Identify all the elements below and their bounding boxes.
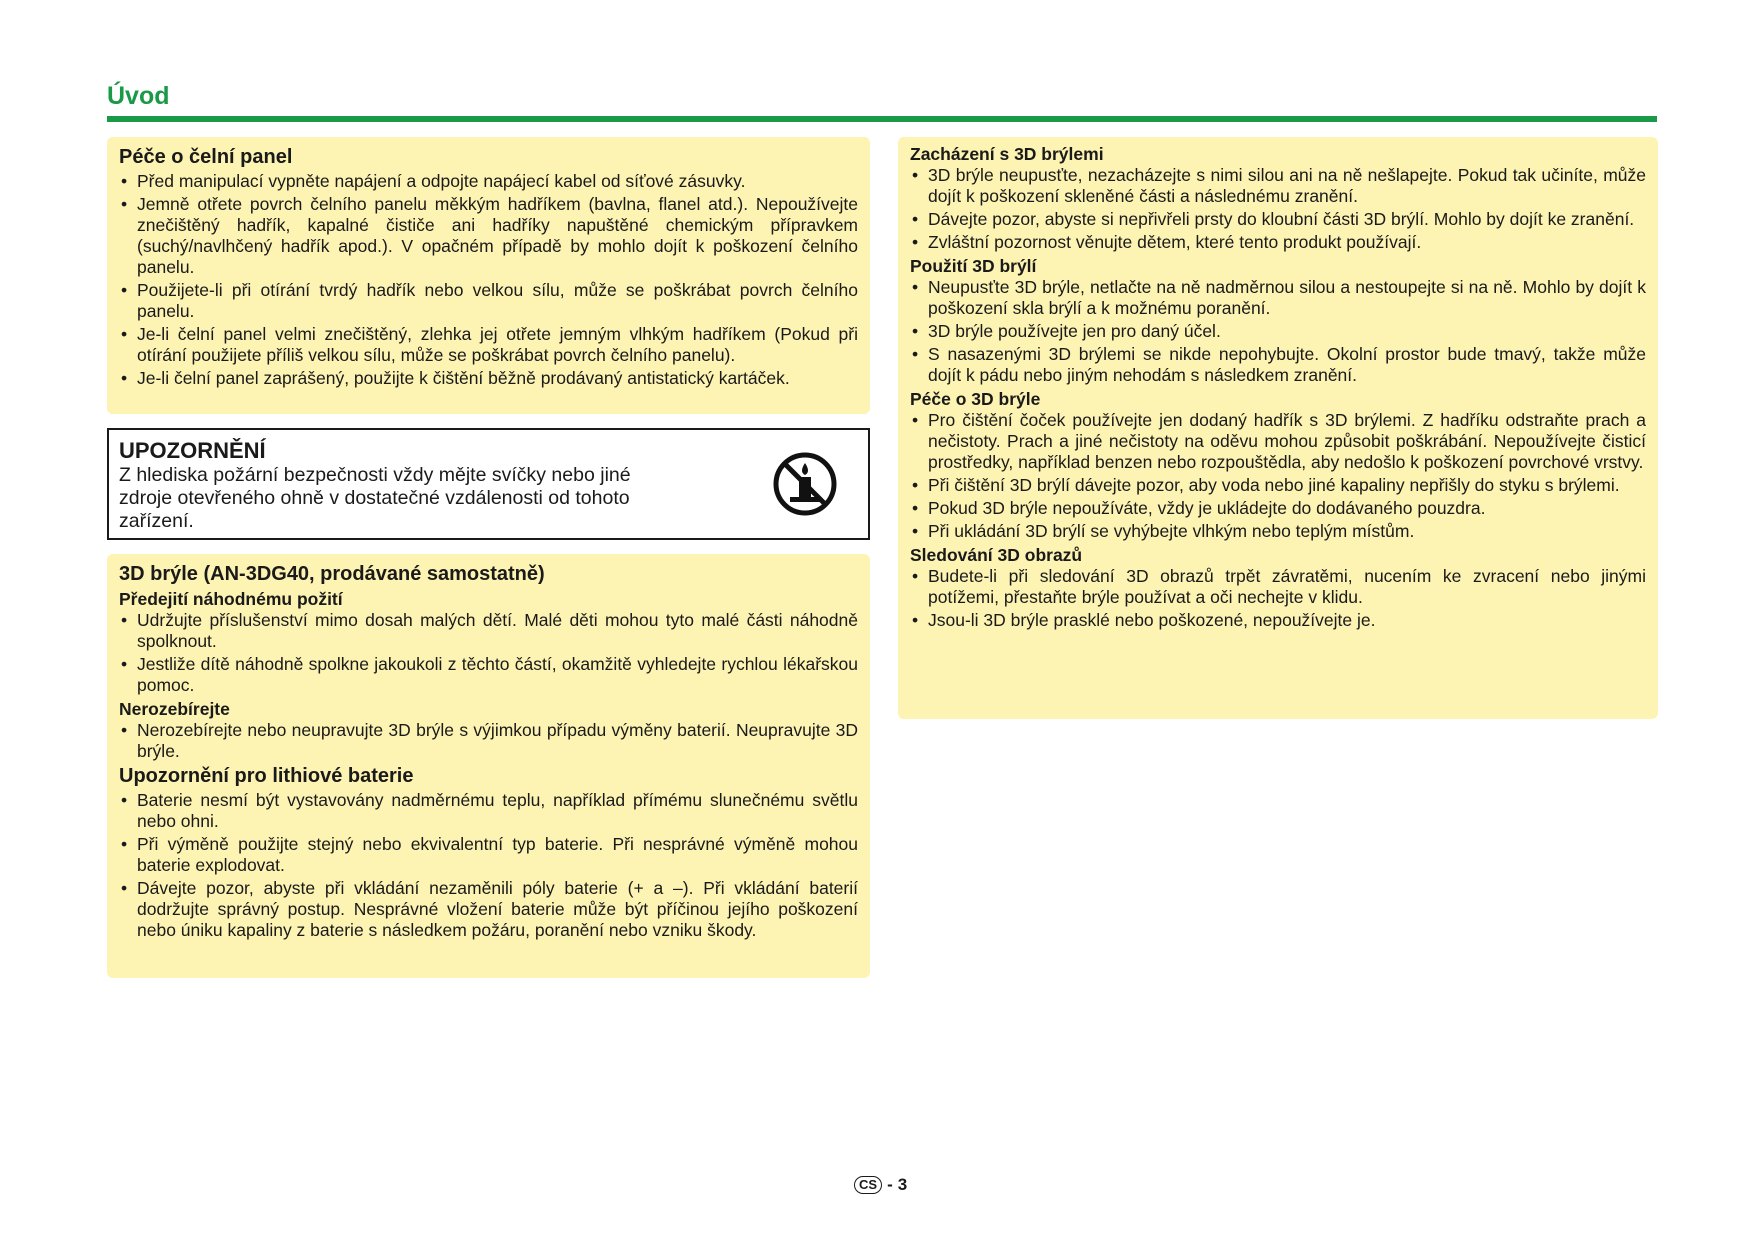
- subsection-title: Upozornění pro lithiové baterie: [119, 765, 414, 787]
- list-item: • Jsou-li 3D brýle prasklé nebo poškozené, nepoužívejte je.: [910, 610, 1646, 631]
- list-item: • Je-li čelní panel zaprášený, použijte k čištění běžně prodávaný antistatický kartáček.: [119, 368, 858, 389]
- disassemble-list: [119, 720, 858, 762]
- title-divider: [107, 116, 1657, 122]
- page-title: Úvod: [107, 82, 170, 110]
- swallow-list: [119, 610, 858, 696]
- page-separator: -: [887, 1175, 893, 1194]
- battery-list: [119, 790, 858, 941]
- list-item: • Je-li čelní panel velmi znečištěný, zlehka jej otřete jemným vlhkým hadříkem (Pokud při otírání použijete příliš velkou sílu, může se poškrábat povrch čelního panelu).: [119, 324, 858, 366]
- subsection-title: Nerozebírejte: [119, 699, 230, 719]
- caution-box: [107, 428, 870, 540]
- list-item: • Před manipulací vypněte napájení a odpojte napájecí kabel od síťové zásuvky.: [119, 171, 858, 192]
- list-item: • Při výměně použijte stejný nebo ekvivalentní typ baterie. Při nesprávné výměně mohou baterie explodovat.: [119, 834, 858, 876]
- list-item: • Jemně otřete povrch čelního panelu měkkým hadříkem (bavlna, flanel atd.). Nepoužívejte znečištěný hadřík, kapalné čističe ani hadříky napuštěné chemickým přípravkem (suchý/navlhčený hadřík apod.). V opačném případě by mohlo dojít k poškození čelního panelu.: [119, 194, 858, 278]
- subsection-title: Použití 3D brýlí: [910, 256, 1037, 276]
- subsection-title: Péče o 3D brýle: [910, 389, 1041, 409]
- list-item: • Pro čištění čoček používejte jen dodaný hadřík s 3D brýlemi. Z hadříku odstraňte prach a nečistoty. Prach a jiné nečistoty na oděvu mohou způsobit poškrábání. Nepoužívejte čisticí prostředky, například benzen nebo rozpouštědla, aby nedošlo k poškození povrchové vrstvy.: [910, 410, 1646, 473]
- subsection-title: Sledování 3D obrazů: [910, 545, 1083, 565]
- list-item: • Udržujte příslušenství mimo dosah malých dětí. Malé děti mohou tyto malé části náhodně spolknout.: [119, 610, 858, 652]
- language-badge: CS: [854, 1176, 882, 1194]
- list-item: • S nasazenými 3D brýlemi se nikde nepohybujte. Okolní prostor bude tmavý, takže může dojít k pádu nebo jiným nehodám s následkem zranění.: [910, 344, 1646, 386]
- front-panel-care-section: [107, 137, 870, 414]
- usage-list: [910, 277, 1646, 386]
- list-item: • Při ukládání 3D brýlí se vyhýbejte vlhkým nebo teplým místům.: [910, 521, 1646, 542]
- page-number: 3: [897, 1175, 908, 1194]
- subsection-title: Zacházení s 3D brýlemi: [910, 144, 1104, 164]
- list-item: • Neupusťte 3D brýle, netlačte na ně nadměrnou silou a nestoupejte si na ně. Mohlo by dojít k poškození skla brýlí a k možnému poranění.: [910, 277, 1646, 319]
- list-item: • Zvláštní pozornost věnujte dětem, které tento produkt používají.: [910, 232, 1646, 253]
- caution-title: UPOZORNĚNÍ: [119, 438, 266, 463]
- subsection-title: Předejití náhodnému požití: [119, 589, 343, 609]
- care-panel-list: [119, 171, 858, 389]
- list-item: • Jestliže dítě náhodně spolkne jakoukoli z těchto částí, okamžitě vyhledejte rychlou lékařskou pomoc.: [119, 654, 858, 696]
- list-item: • Nerozebírejte nebo neupravujte 3D brýle s výjimkou případu výměny baterií. Neupravujte 3D brýle.: [119, 720, 858, 762]
- list-item: • Dávejte pozor, abyste při vkládání nezaměnili póly baterie (+ a –). Při vkládání baterií dodržujte správný postup. Nesprávné vložení baterie může být příčinou jejího poškození nebo úniku kapaliny z baterie s následkem požáru, poranění nebo vzniku škody.: [119, 878, 858, 941]
- list-item: • 3D brýle neupusťte, nezacházejte s nimi silou ani na ně nešlapejte. Pokud tak učiníte, může dojít k poškození skleněné části a následnému zranění.: [910, 165, 1646, 207]
- 3d-glasses-section: [107, 554, 870, 978]
- section-title: 3D brýle (AN-3DG40, prodávané samostatně): [119, 563, 545, 585]
- list-item: • Budete-li při sledování 3D obrazů trpět závratěmi, nucením ke zvracení nebo jinými potížemi, přestaňte brýle používat a oči nechejte v klidu.: [910, 566, 1646, 608]
- list-item: • Dávejte pozor, abyste si nepřivřeli prsty do kloubní části 3D brýlí. Mohlo by dojít ke zranění.: [910, 209, 1646, 230]
- caution-text: Z hlediska požární bezpečnosti vždy mějte svíčky nebo jiné zdroje otevřeného ohně v dostatečné vzdálenosti od tohoto zařízení.: [119, 464, 631, 532]
- viewing-list: [910, 566, 1646, 631]
- list-item: • Při čištění 3D brýlí dávejte pozor, aby voda nebo jiné kapaliny nepřišly do styku s brýlemi.: [910, 475, 1646, 496]
- section-title: Péče o čelní panel: [119, 146, 293, 168]
- page-footer: [854, 1175, 907, 1195]
- care-list: [910, 410, 1646, 542]
- 3d-glasses-handling-section: [898, 137, 1658, 719]
- handling-list: [910, 165, 1646, 253]
- list-item: • Baterie nesmí být vystavovány nadměrnému teplu, například přímému slunečnému světlu nebo ohni.: [119, 790, 858, 832]
- list-item: • Použijete-li při otírání tvrdý hadřík nebo velkou sílu, může se poškrábat povrch čelního panelu.: [119, 280, 858, 322]
- no-candles-icon: [772, 451, 838, 517]
- list-item: • 3D brýle používejte jen pro daný účel.: [910, 321, 1646, 342]
- list-item: • Pokud 3D brýle nepoužíváte, vždy je ukládejte do dodávaného pouzdra.: [910, 498, 1646, 519]
